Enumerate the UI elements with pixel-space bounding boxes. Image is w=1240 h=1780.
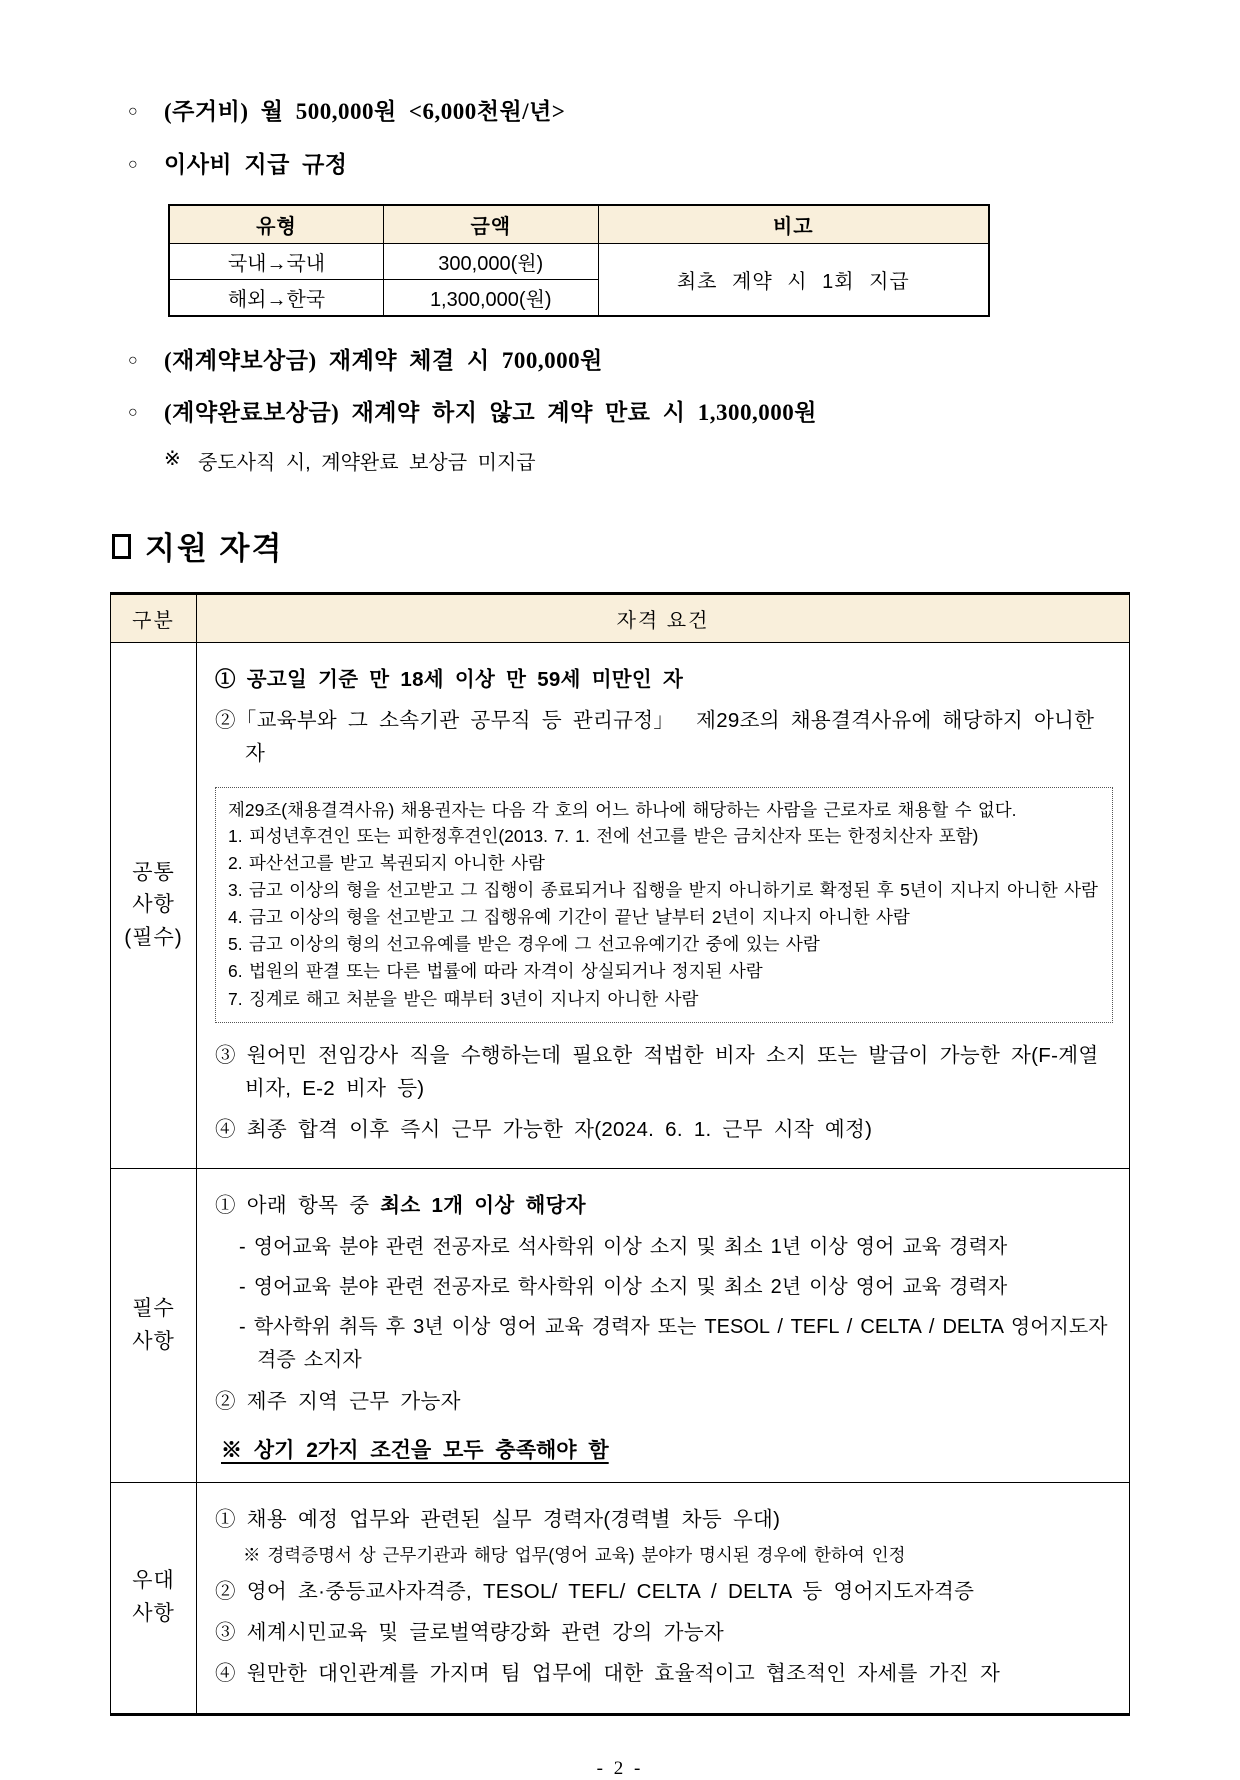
category-line: 사항 <box>132 893 175 917</box>
required-item-1 <box>215 1189 1115 1222</box>
category-common <box>111 643 197 1169</box>
required-item-1-prefix: ① 아래 항목 중 <box>215 1194 381 1218</box>
preferred-item-1: ① 채용 예정 업무와 관련된 실무 경력자(경력별 차등 우대) <box>215 1507 781 1531</box>
required-item-1-bold: 최소 1개 이상 해당자 <box>380 1194 586 1218</box>
col-header-type: 유형 <box>169 205 383 244</box>
housing-benefit-line <box>128 98 1130 127</box>
category-line: 사항 <box>132 1601 175 1625</box>
moving-cost-title-text: 이사비 지급 규정 <box>164 151 348 177</box>
common-item-1: ① 공고일 기준 만 18세 이상 만 59세 미만인 자 <box>215 668 684 691</box>
moving-cost-title-line <box>128 151 1130 180</box>
law-article-box <box>215 787 1113 1023</box>
preferred-item-3: ③ 세계시민교육 및 글로벌역량강화 관련 강의 가능자 <box>215 1621 724 1645</box>
completion-bonus-line <box>128 399 1130 428</box>
preferred-item-4: ④ 원만한 대인관계를 가지며 팀 업무에 대한 효율적이고 협조적인 자세를 가진 자 <box>215 1662 1001 1686</box>
moving-cost-table <box>168 204 990 317</box>
common-requirements-cell <box>197 643 1130 1169</box>
category-line: 필수 <box>132 1297 175 1320</box>
col-header-amount: 금액 <box>383 205 598 244</box>
page-number: - 2 - <box>596 1757 644 1779</box>
cell-overseas-type: 해외→한국 <box>169 279 383 316</box>
required-note: ※ 상기 2가지 조건을 모두 충족해야 함 <box>221 1438 609 1462</box>
cell-domestic-amount: 300,000(원) <box>383 243 598 279</box>
table-row-required <box>111 1169 1130 1482</box>
required-sub-item: - 학사학위 취득 후 3년 이상 영어 교육 경력자 또는 TESOL / TEFL / CELTA / DELTA 영어지도자격증 소지자 <box>239 1315 1108 1371</box>
preferred-item-2: ② 영어 초·중등교사자격증, TESOL/ TEFL/ CELTA / DELTA 등 영어지도자격증 <box>215 1579 975 1603</box>
law-item: 4. 금고 이상의 형을 선고받고 그 집행유예 기간이 끝난 날부터 2년이 지나지 아니한 사람 <box>228 907 910 928</box>
required-sub-item: - 영어교육 분야 관련 전공자로 석사학위 이상 소지 및 최소 1년 이상 영어 교육 경력자 <box>239 1235 1008 1258</box>
circle-bullet-icon: ○ <box>128 351 139 369</box>
circle-bullet-icon: ○ <box>128 103 139 120</box>
category-line: (필수) <box>124 925 183 949</box>
preferred-requirements-cell <box>197 1482 1130 1714</box>
circle-bullet-icon: ○ <box>128 404 139 422</box>
law-intro: 제29조(채용결격사유) 채용권자는 다음 각 호의 어느 하나에 해당하는 사람을 근로자로 채용할 수 없다. <box>228 799 1017 820</box>
table-row-common <box>111 643 1130 1169</box>
completion-bonus-note <box>164 446 1130 475</box>
recontract-bonus-line <box>128 347 1130 376</box>
table-row <box>169 243 989 279</box>
col-header-category: 구분 <box>111 594 197 643</box>
required-requirements-cell <box>197 1169 1130 1482</box>
category-required <box>111 1169 197 1482</box>
reference-mark-icon: ※ <box>164 448 181 470</box>
category-line: 우대 <box>132 1569 175 1593</box>
common-item-3: ③ 원어민 전임강사 직을 수행하는데 필요한 적법한 비자 소지 또는 발급이 가능한 자(F-계열 비자, E-2 비자 등) <box>215 1043 1110 1100</box>
square-bullet-icon <box>112 534 131 559</box>
cell-overseas-amount: 1,300,000(원) <box>383 279 598 316</box>
col-header-note: 비고 <box>598 205 989 244</box>
circle-bullet-icon: ○ <box>128 155 139 173</box>
law-item: 2. 파산선고를 받고 복권되지 아니한 사람 <box>228 852 545 873</box>
section-heading-text: 지원 자격 <box>145 531 284 566</box>
required-sub-item: - 영어교육 분야 관련 전공자로 학사학위 이상 소지 및 최소 2년 이상 영어 교육 경력자 <box>239 1275 1008 1298</box>
category-line: 사항 <box>132 1329 175 1353</box>
housing-benefit-text: (주거비) 월 500,000원 <6,000천원/년> <box>164 99 566 124</box>
table-row-preferred <box>111 1482 1130 1714</box>
law-item: 6. 법원의 판결 또는 다른 법률에 따라 자격이 상실되거나 정지된 사람 <box>228 961 763 982</box>
completion-bonus-note-text: 중도사직 시, 계약완료 보상금 미지급 <box>198 452 536 474</box>
law-item: 7. 징계로 해고 처분을 받은 때부터 3년이 지나지 아니한 사람 <box>228 988 699 1009</box>
cell-domestic-type: 국내→국내 <box>169 243 383 279</box>
category-line: 공통 <box>132 860 175 884</box>
recontract-bonus-text: (재계약보상금) 재계약 체결 시 700,000원 <box>164 347 603 373</box>
required-item-2: ② 제주 지역 근무 가능자 <box>215 1389 461 1413</box>
category-preferred <box>111 1482 197 1714</box>
section-heading <box>110 523 1130 568</box>
col-header-requirement: 자격 요건 <box>197 594 1130 643</box>
table-header-row <box>169 205 989 244</box>
law-item: 1. 피성년후견인 또는 피한정후견인(2013. 7. 1. 전에 선고를 받은 금치산자 또는 한정치산자 포함) <box>228 825 979 846</box>
law-item: 3. 금고 이상의 형을 선고받고 그 집행이 종료되거나 집행을 받지 아니하기로 확정된 후 5년이 지나지 아니한 사람 <box>228 880 1098 901</box>
common-item-2: ②「교육부와 그 소속기관 공무직 등 관리규정」 제29조의 채용결격사유에 해당하지 아니한 자 <box>215 709 1106 766</box>
completion-bonus-text: (계약완료보상금) 재계약 하지 않고 계약 만료 시 1,300,000원 <box>164 400 817 426</box>
preferred-item-1-note: ※ 경력증명서 상 근무기관과 해당 업무(영어 교육) 분야가 명시된 경우에 한하여 인정 <box>243 1544 906 1565</box>
table-header-row <box>111 594 1130 643</box>
law-item: 5. 금고 이상의 형의 선고유예를 받은 경우에 그 선고유예기간 중에 있는 사람 <box>228 934 820 955</box>
cell-payment-note: 최초 계약 시 1회 지급 <box>598 243 989 316</box>
common-item-4: ④ 최종 합격 이후 즉시 근무 가능한 자(2024. 6. 1. 근무 시작 예정) <box>215 1118 873 1142</box>
qualification-table <box>110 592 1130 1716</box>
